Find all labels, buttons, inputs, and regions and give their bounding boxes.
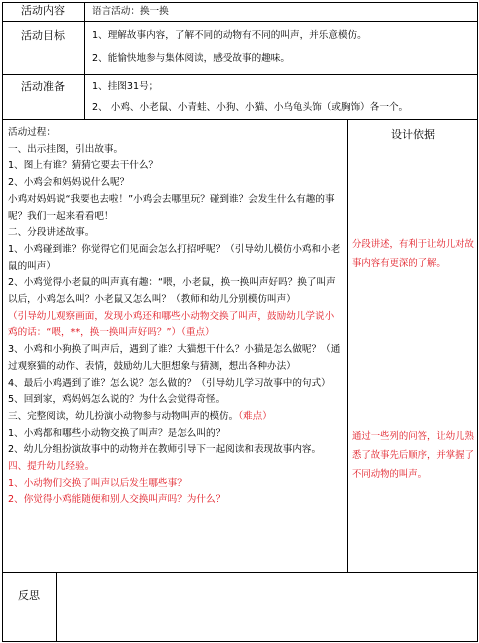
- goals-label: 活动目标: [21, 29, 65, 42]
- rule: [2, 119, 477, 120]
- design-note-1: 分段讲述，有利于让幼儿对故事内容有更深的了解。: [352, 239, 474, 269]
- process-line: [8, 376, 343, 393]
- prep-item: 1、挂图31号；: [92, 81, 159, 92]
- process-line-text: 4、最后小鸡遇到了谁？怎么说？怎么做的？（引导幼儿学习故事中的句式）: [8, 377, 331, 389]
- process-line-text: 一、出示挂图，引出故事。: [8, 143, 124, 155]
- process-line: [8, 142, 343, 159]
- process-line: [8, 442, 343, 459]
- process-line: [8, 158, 343, 175]
- process-line-text: 5、回到家，鸡妈妈怎么说的？为什么会觉得奇怪。: [8, 394, 226, 406]
- goal-item: 1、理解故事内容，了解不同的动物有不同的叫声，并乐意模仿。: [92, 30, 367, 41]
- design-basis-title: 设计依据: [391, 128, 435, 141]
- goal-item: 2、能愉快地参与集体阅读，感受故事的趣味。: [92, 53, 290, 64]
- process-line-text: 二、分段讲述故事。: [8, 227, 95, 239]
- prep-item: 2、 小鸡、小老鼠、小青蛙、小狗、小猫、小乌龟头饰（或胸饰）各一个。: [92, 102, 409, 113]
- process-line-text: 2、小鸡会和妈妈说什么呢？: [8, 177, 130, 189]
- process-line: [8, 342, 343, 375]
- prep-label: 活动准备: [21, 80, 65, 93]
- rule: [477, 2, 478, 642]
- process-line: [8, 459, 343, 476]
- process-line-text: 1、小鸡碰到谁？你觉得它们见面会怎么打招呼呢？（引导幼儿模仿小鸡和小老鼠的叫声）: [8, 243, 341, 272]
- process-line-text: 1、小动物们交换了叫声以后发生哪些事？: [8, 477, 187, 489]
- rule: [2, 74, 477, 75]
- process-line: [8, 192, 343, 225]
- process-line: [8, 275, 343, 308]
- process-line: [8, 392, 343, 409]
- rule: [56, 572, 57, 642]
- content-value: 语言活动：换一换: [92, 6, 169, 17]
- process-line: [8, 492, 343, 509]
- process-line: [8, 309, 343, 342]
- rule: [2, 21, 477, 22]
- content-label: 活动内容: [21, 4, 65, 17]
- rule: [2, 641, 477, 642]
- design-note-2: 通过一些列的问答，让幼儿熟悉了故事先后顺序，并掌握了不同动物的叫声。: [352, 431, 474, 480]
- rule: [2, 2, 3, 642]
- process-line-tag: （难点）: [238, 410, 272, 422]
- process-line: [8, 125, 343, 142]
- process-line: [8, 476, 343, 493]
- process-line-text: 三、完整阅读，幼儿扮演小动物参与动物叫声的模仿。: [8, 410, 239, 422]
- rule: [347, 119, 348, 573]
- process-line-text: （引导幼儿观察画面，发现小鸡还和哪些小动物交换了叫声，鼓励幼儿学说小鸡的话：“喂，**，换一换叫声好吗？”）（重点）: [8, 310, 335, 339]
- process-line-text: 2、小鸡觉得小老鼠的叫声真有趣：“喂，小老鼠，换一换叫声好吗？换了叫声以后，小鸡怎么叫？小老鼠又怎么叫？（教师和幼儿分别模仿叫声）: [8, 277, 336, 306]
- rule: [84, 2, 85, 120]
- process-line: [8, 409, 343, 426]
- process-line-text: 2、你觉得小鸡能随便和别人交换叫声吗？为什么？: [8, 494, 226, 506]
- process-line: [8, 225, 343, 242]
- process-line-text: 2、幼儿分组扮演故事中的动物并在教师引导下一起阅读和表现故事内容。: [8, 444, 322, 456]
- process-line-text: 活动过程：: [8, 127, 56, 138]
- process-line: [8, 242, 343, 275]
- activity-process: [8, 125, 343, 509]
- process-line: [8, 426, 343, 443]
- rule: [2, 572, 477, 573]
- reflection-label: 反思: [18, 589, 40, 602]
- process-line: [8, 175, 343, 192]
- process-line-text: 四、提升幼儿经验。: [8, 461, 95, 473]
- process-line-text: 小鸡对妈妈说“我要也去啦！”小鸡会去哪里玩？碰到谁？会发生什么有趣的事呢？我们一起来看看吧！: [8, 193, 335, 222]
- process-line-text: 1、小鸡都和哪些小动物交换了叫声？是怎么叫的？: [8, 427, 226, 439]
- process-line-text: 3、小鸡和小狗换了叫声后，遇到了谁？大猫想干什么？小猫是怎么做呢？（通过观察猫的动作、表情，鼓励幼儿大胆想象与猜测，想出各种办法）: [8, 344, 341, 372]
- process-line-text: 1、图上有谁？猜猜它要去干什么？: [8, 160, 159, 172]
